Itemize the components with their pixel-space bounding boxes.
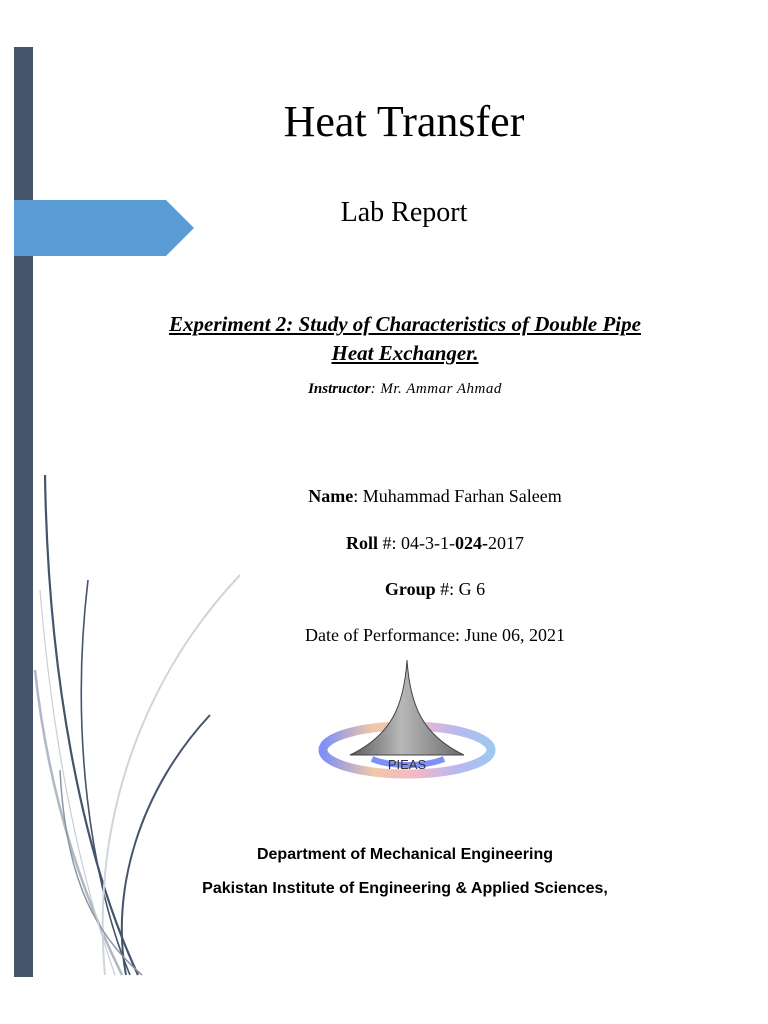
department-name: Department of Mechanical Engineering (256, 846, 554, 863)
institute-name: Pakistan Institute of Engineering & Applied Sciences, (202, 880, 608, 897)
page-subtitle: Lab Report (340, 197, 468, 228)
group-field (130, 579, 740, 600)
roll-field (130, 533, 740, 554)
roll-part-2: 024- (455, 533, 488, 553)
roll-separator: #: (378, 533, 402, 553)
instructor-label: Instructor (308, 381, 371, 397)
date-label: Date of Performance (305, 625, 455, 645)
experiment-line-1: Experiment 2: Study of Characteristics of Double Pipe (169, 312, 641, 336)
roll-label: Roll (345, 533, 378, 553)
name-field (130, 486, 740, 507)
name-value: : Muhammad Farhan Saleem (353, 486, 562, 506)
date-field (130, 625, 740, 646)
roll-part-3: 2017 (488, 533, 524, 553)
group-label: Group (384, 579, 436, 599)
instructor-line (130, 381, 680, 398)
instructor-value: : Mr. Ammar Ahmad (370, 381, 502, 397)
name-label: Name (308, 486, 354, 506)
experiment-line-2: Heat Exchanger. (331, 341, 479, 365)
pieas-logo (312, 655, 502, 780)
experiment-heading (130, 310, 680, 368)
roll-part-1: 04-3-1- (401, 533, 455, 553)
group-value: #: G 6 (435, 579, 486, 599)
date-value: : June 06, 2021 (454, 625, 565, 645)
logo-text: PIEAS (387, 757, 427, 772)
page-title: Heat Transfer (283, 97, 525, 146)
